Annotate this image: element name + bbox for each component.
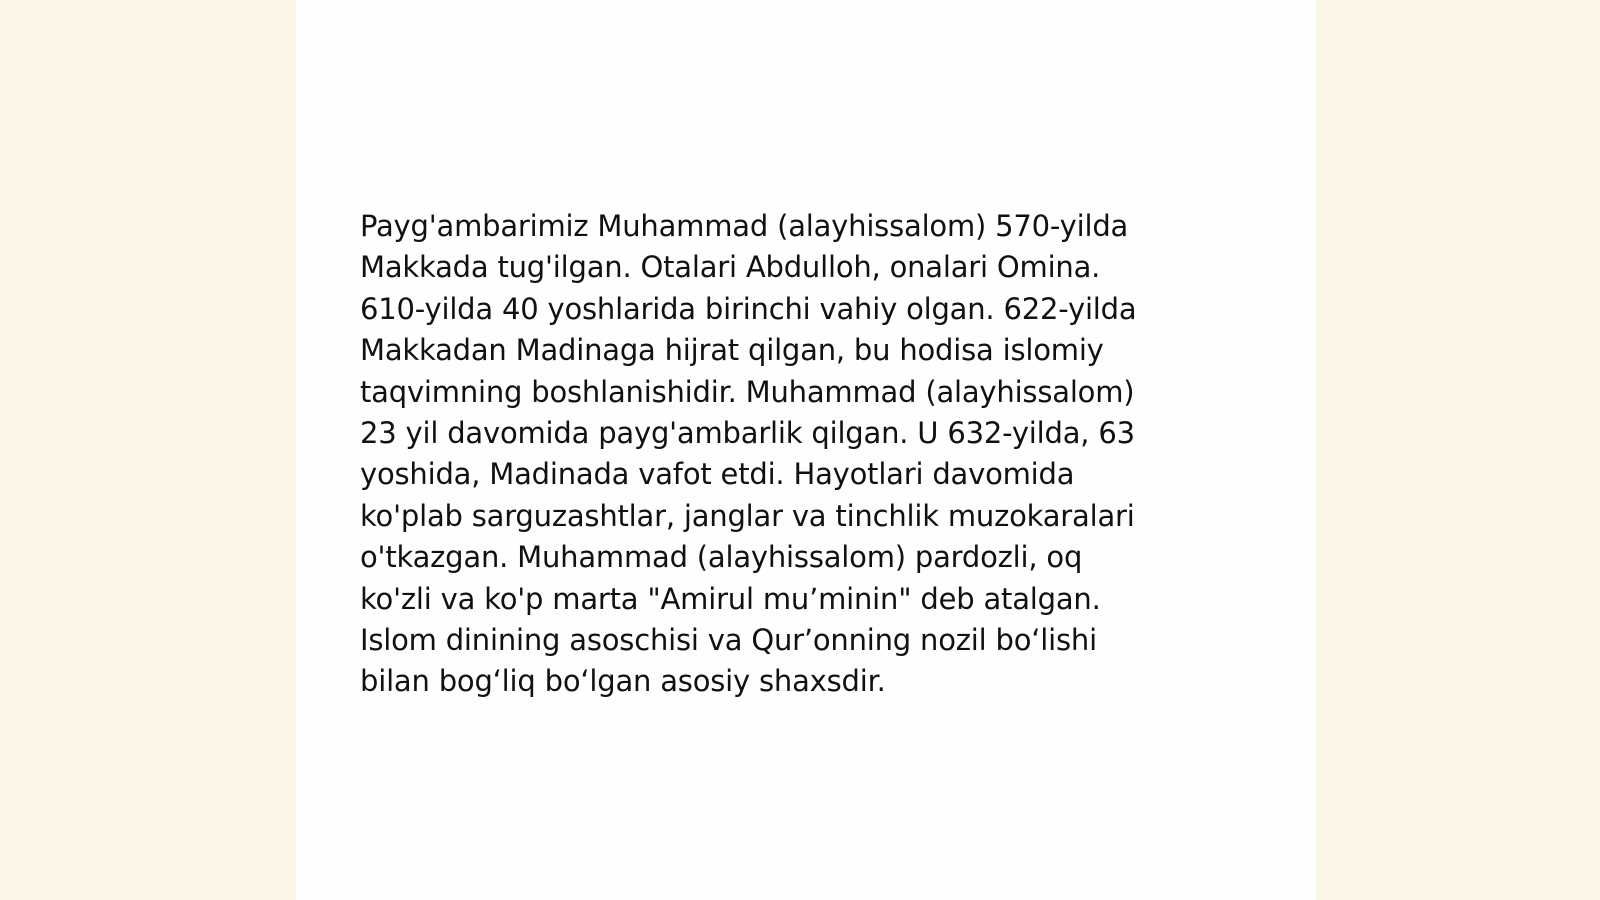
slide-body-text: Payg'ambarimiz Muhammad (alayhissalom) 570-yilda Makkada tug'ilgan. Otalari Abdulloh, onalari Omina. 610-yilda 40 yoshlarida birinchi vahiy olgan. 622-yilda Makkadan Madinaga hijrat qilgan, bu hodisa islomiy taqvimning boshlanishidir. Muhammad (alayhissalom) 23 yil davomida payg'ambarlik qilgan. U 632-yilda, 63 yoshida, Madinada vafot etdi. Hayotlari davomida ko'plab sarguzashtlar, janglar va tinchlik muzokaralari o'tkazgan. Muhammad (alayhissalom) pardozli, oq ko'zli va ko'p marta "Amirul mu’minin" deb atalgan. Islom dinining asoschisi va Qur’onning nozil bo‘lishi bilan bog‘liq bo‘lgan asosiy shaxsdir. xyxy=(360,209,1137,699)
slide xyxy=(296,0,1316,900)
